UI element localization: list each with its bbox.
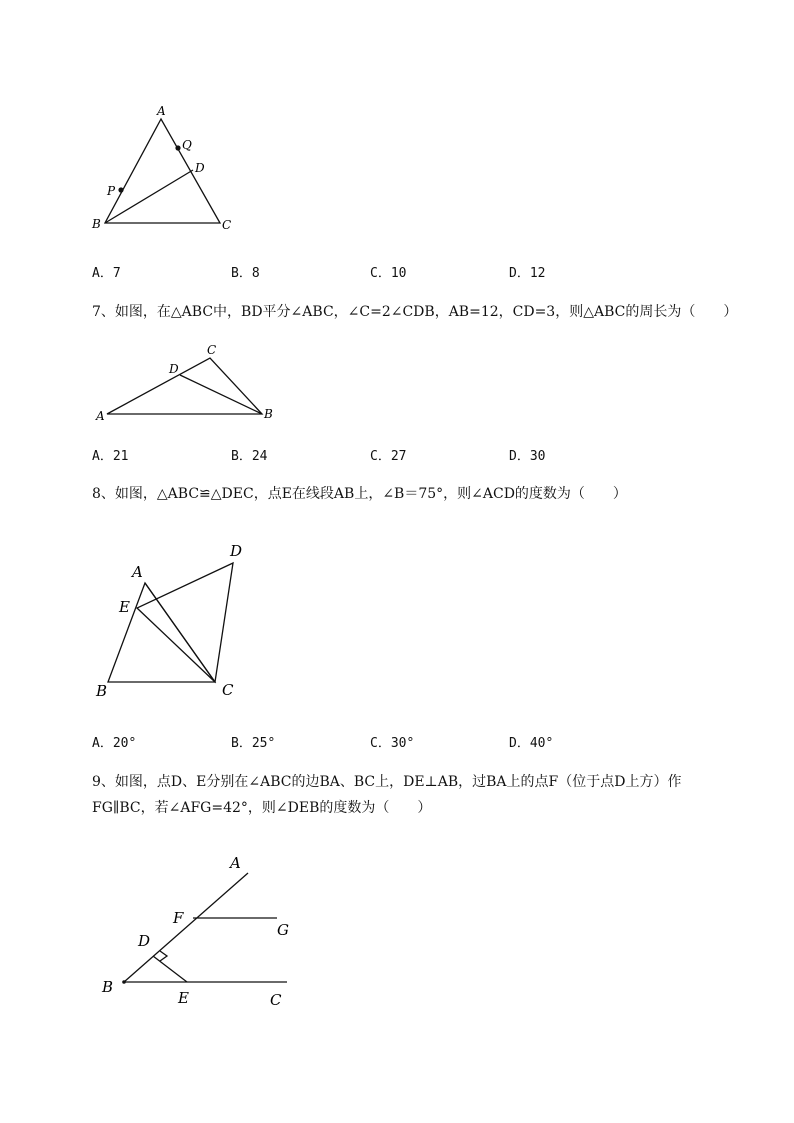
label-D: D	[138, 932, 151, 950]
option-8b: B．25°	[231, 736, 276, 751]
label-B: B	[264, 407, 273, 421]
option-8d: D．40°	[509, 736, 554, 751]
option-6b: B．8	[231, 266, 260, 281]
question-9-line-2: FG∥BC，若∠AFG=42°，则∠DEB的度数为（ ）	[92, 800, 432, 816]
option-7d: D．30	[509, 449, 546, 464]
question-7-text: 7、如图，在△ABC中，BD平分∠ABC，∠C=2∠CDB，AB=12，CD=3，则△ABC的周长为（ ）	[92, 304, 738, 320]
label-C: C	[270, 991, 282, 1009]
label-C: C	[207, 343, 217, 357]
question-8-text: 8、如图，△ABC≌△DEC，点E在线段AB上，∠B＝75°，则∠ACD的度数为（ ）	[92, 486, 627, 502]
label-C: C	[222, 218, 232, 232]
label-A: A	[157, 104, 166, 118]
label-D: D	[195, 161, 205, 175]
option-6d: D．12	[509, 266, 546, 281]
label-F: F	[173, 909, 184, 927]
option-7a: A．21	[92, 449, 129, 464]
option-7b: B．24	[231, 449, 268, 464]
label-A: A	[132, 563, 143, 581]
label-A: A	[96, 409, 105, 423]
label-B: B	[96, 682, 108, 700]
option-7c: C．27	[370, 449, 407, 464]
option-6c: C．10	[370, 266, 407, 281]
label-B: B	[102, 978, 114, 996]
label-A: A	[230, 854, 241, 872]
question-9-line-1: 9、如图，点D、E分别在∠ABC的边BA、BC上，DE⊥AB，过BA上的点F（位于点D上方）作	[92, 774, 682, 790]
label-B: B	[92, 217, 101, 231]
label-Q: Q	[182, 138, 192, 152]
option-8a: A．20°	[92, 736, 137, 751]
label-P: P	[107, 184, 116, 198]
label-C: C	[222, 681, 234, 699]
label-G: G	[277, 921, 289, 939]
option-8c: C．30°	[370, 736, 415, 751]
label-E: E	[178, 989, 189, 1007]
option-6a: A．7	[92, 266, 121, 281]
label-D: D	[169, 362, 179, 376]
label-D: D	[230, 542, 243, 560]
label-E: E	[119, 598, 130, 616]
